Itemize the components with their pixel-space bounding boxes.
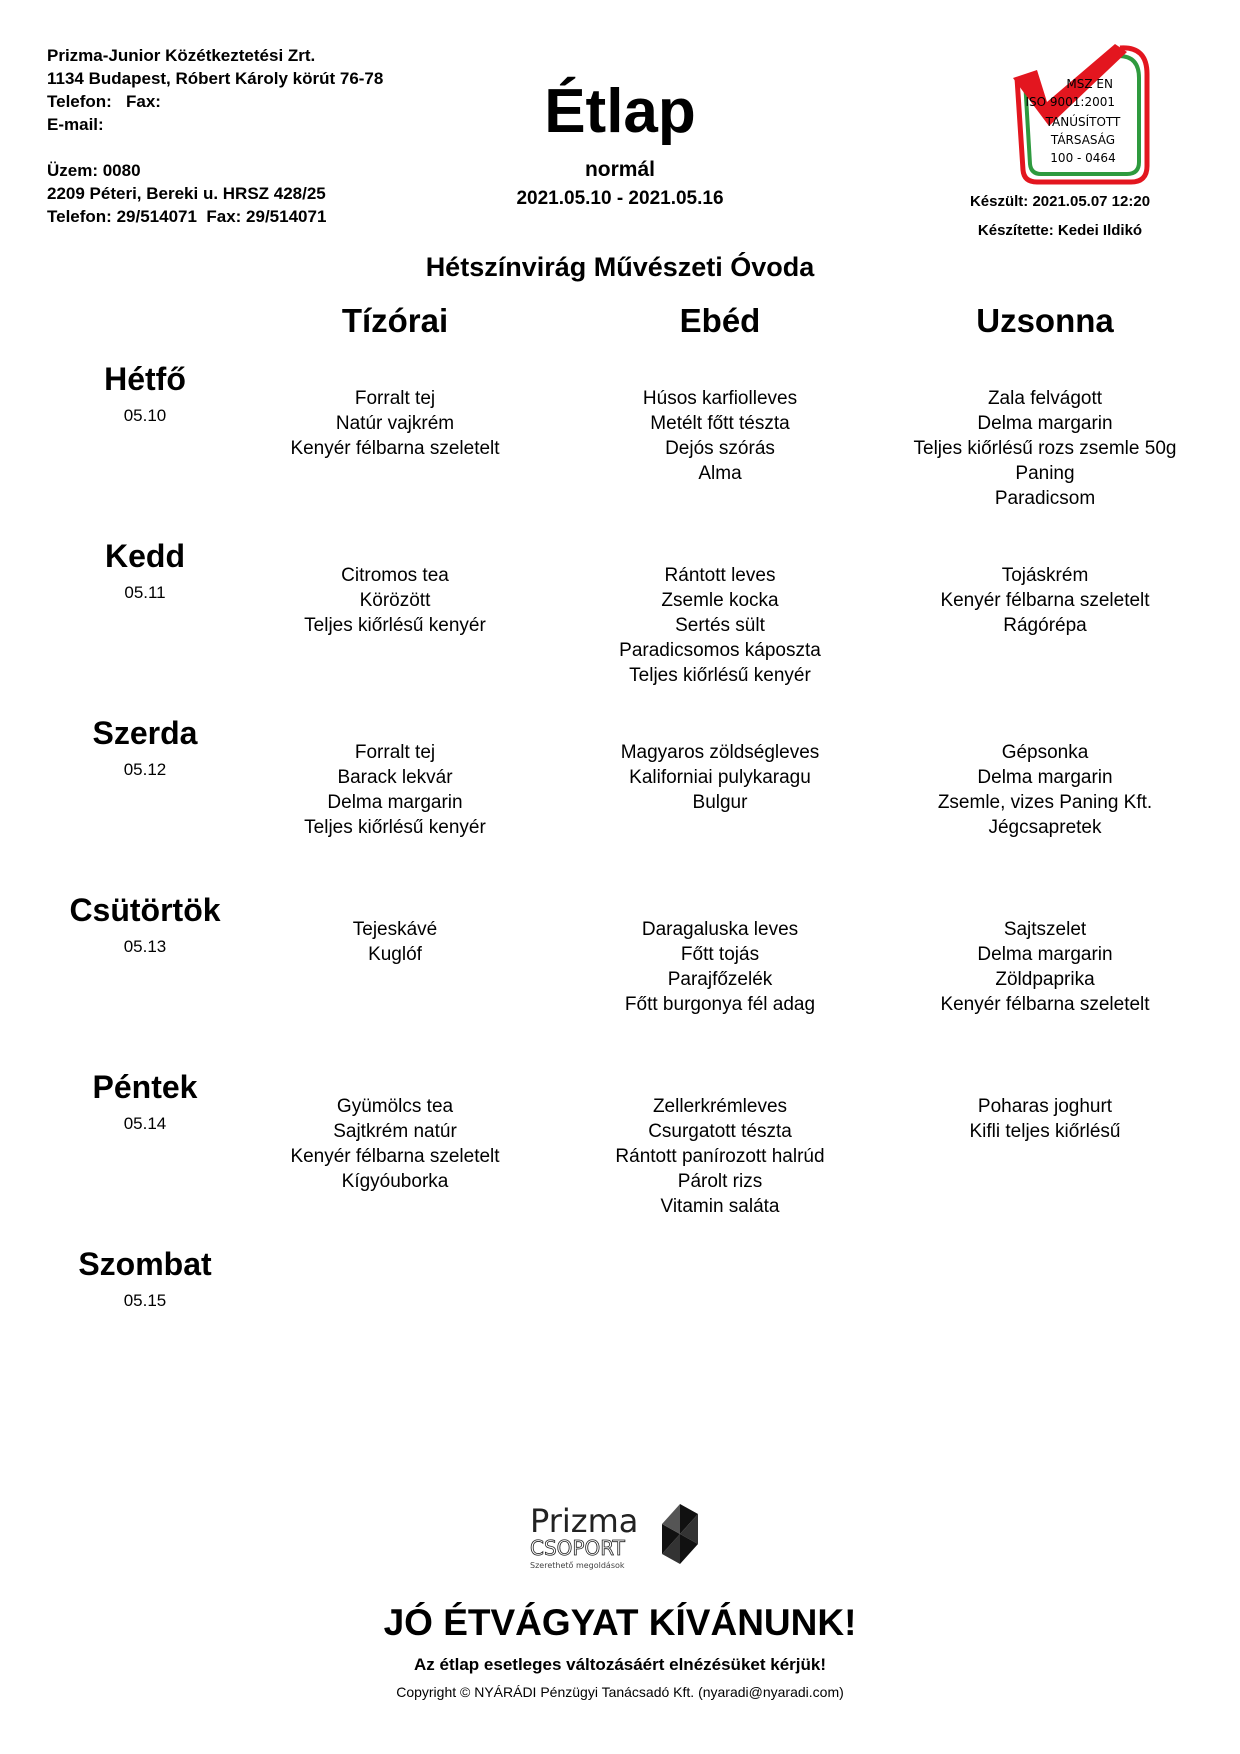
meal-item: Gépsonka — [1001, 742, 1089, 763]
day-date: 05.13 — [123, 937, 167, 956]
meal-cell-ebed — [555, 563, 885, 688]
day-name: Péntek — [92, 1069, 198, 1105]
meal-item: Körözött — [359, 590, 431, 611]
meal-item: Kenyér félbarna szeletelt — [940, 994, 1150, 1015]
meal-item: Zala felvágott — [987, 388, 1103, 409]
iso-line-3: TANÚSÍTOTT — [1045, 115, 1121, 129]
column-header-tizorai: Tízórai — [341, 302, 449, 339]
meal-item: Kaliforniai pulykaragu — [629, 767, 811, 788]
menu-type: normál — [584, 158, 655, 181]
meal-item: Párolt rizs — [677, 1171, 763, 1192]
meal-item: Sajtszelet — [1003, 919, 1087, 940]
meal-cell-uzsonna — [880, 917, 1210, 1017]
meal-item: Zöldpaprika — [995, 969, 1095, 990]
meal-item: Zsemle, vizes Paning Kft. — [937, 792, 1153, 813]
meal-item: Paradicsom — [994, 488, 1096, 509]
iso-line-5: 100 - 0464 — [1050, 151, 1116, 165]
meal-item: Sertés sült — [675, 615, 765, 636]
meal-item: Teljes kiőrlésű kenyér — [304, 615, 486, 636]
company-info — [47, 44, 383, 136]
column-header-ebed: Ebéd — [679, 302, 761, 339]
created-by: Készítette: Kedei Ildikó — [977, 222, 1143, 239]
meal-item: Paradicsomos káposzta — [619, 640, 821, 661]
meal-item: Sajtkrém natúr — [333, 1121, 457, 1142]
prizma-logo-sub: CSOPORT — [530, 1536, 625, 1560]
company-address: 1134 Budapest, Róbert Károly körút 76-78 — [47, 69, 384, 88]
meal-item: Kenyér félbarna szeletelt — [940, 590, 1150, 611]
meal-item: Delma margarin — [327, 792, 463, 813]
meal-cell-uzsonna — [880, 563, 1210, 638]
meal-item: Csurgatott tészta — [648, 1121, 792, 1142]
meal-item: Natúr vajkrém — [335, 413, 455, 434]
created-at: Készült: 2021.05.07 12:20 — [969, 193, 1151, 210]
meal-cell-uzsonna — [880, 386, 1210, 511]
prizma-logo-name: Prizma — [530, 1502, 639, 1540]
meal-item: Bulgur — [692, 792, 748, 813]
meal-item: Jégcsapretek — [988, 817, 1102, 838]
day-name: Szombat — [78, 1246, 212, 1282]
meal-cell-tizorai — [230, 740, 560, 840]
meal-item: Delma margarin — [977, 413, 1113, 434]
meal-item: Rágórépa — [1003, 615, 1087, 636]
meal-item: Teljes kiőrlésű kenyér — [629, 665, 811, 686]
prizma-logo — [530, 1500, 710, 1572]
meal-item: Delma margarin — [977, 944, 1113, 965]
meal-item: Kígyóuborka — [341, 1171, 449, 1192]
meal-cell-tizorai — [230, 1094, 560, 1194]
meal-cell-ebed — [555, 917, 885, 1017]
prizma-hexagon-icon — [662, 1504, 698, 1564]
iso-certification-logo — [1005, 40, 1155, 190]
meal-cell-ebed — [555, 1094, 885, 1219]
meal-cell-tizorai — [230, 917, 560, 967]
meal-item: Delma margarin — [977, 767, 1113, 788]
day-date: 05.12 — [123, 760, 167, 779]
date-range: 2021.05.10 - 2021.05.16 — [516, 188, 724, 209]
company-phone-fax: Telefon: Fax: — [47, 92, 161, 111]
meal-item: Főtt tojás — [680, 944, 760, 965]
meal-item: Paning — [1015, 463, 1075, 484]
meal-item: Teljes kiőrlésű kenyér — [304, 817, 486, 838]
meal-item: Barack lekvár — [337, 767, 453, 788]
day-name: Szerda — [92, 715, 198, 751]
plant-address: 2209 Péteri, Bereki u. HRSZ 428/25 — [47, 184, 326, 203]
day-date: 05.15 — [123, 1291, 167, 1310]
meal-item: Magyaros zöldségleves — [620, 742, 820, 763]
meal-item: Rántott leves — [664, 565, 776, 586]
institution-name: Hétszínvirág Művészeti Óvoda — [425, 252, 815, 282]
footer-copyright: Copyright © NYÁRÁDI Pénzügyi Tanácsadó Kft. (nyaradi@nyaradi.com) — [396, 1684, 844, 1700]
meal-item: Tojáskrém — [1001, 565, 1089, 586]
meal-item: Tejeskávé — [352, 919, 438, 940]
day-date: 05.10 — [123, 406, 167, 425]
meal-item: Főtt burgonya fél adag — [624, 994, 816, 1015]
plant-info — [47, 159, 326, 228]
meal-item: Rántott panírozott halrúd — [615, 1146, 825, 1167]
meal-item: Dejós szórás — [665, 438, 775, 459]
iso-line-4: TÁRSASÁG — [1050, 133, 1116, 147]
plant-phone-fax: Telefon: 29/514071 Fax: 29/514071 — [47, 207, 327, 226]
meal-item: Kuglóf — [368, 944, 422, 965]
meal-cell-tizorai — [230, 386, 560, 461]
meal-item: Kifli teljes kiőrlésű — [969, 1121, 1121, 1142]
day-name: Hétfő — [104, 361, 186, 397]
meal-cell-uzsonna — [880, 1094, 1210, 1144]
footer-greeting: JÓ ÉTVÁGYAT KÍVÁNUNK! — [383, 1602, 857, 1643]
meal-item: Kenyér félbarna szeletelt — [290, 1146, 500, 1167]
meal-item: Teljes kiőrlésű rozs zsemle 50g — [913, 438, 1177, 459]
meal-item: Parajfőzelék — [667, 969, 773, 990]
footer-note: Az étlap esetleges változásáért elnézésüket kérjük! — [414, 1655, 826, 1674]
meal-item: Forralt tej — [354, 742, 436, 763]
meal-item: Zsemle kocka — [661, 590, 779, 611]
meal-item: Kenyér félbarna szeletelt — [290, 438, 500, 459]
meal-item: Metélt főtt tészta — [650, 413, 790, 434]
meal-item: Zellerkrémleves — [652, 1096, 788, 1117]
company-email: E-mail: — [47, 115, 104, 134]
meal-cell-ebed — [555, 386, 885, 486]
iso-line-2: ISO 9001:2001 — [1025, 95, 1115, 109]
meal-item: Forralt tej — [354, 388, 436, 409]
meal-item: Gyümölcs tea — [336, 1096, 454, 1117]
day-date: 05.14 — [123, 1114, 167, 1133]
meal-item: Húsos karfiolleves — [642, 388, 798, 409]
meal-cell-tizorai — [230, 563, 560, 638]
iso-line-1: MSZ EN — [1066, 77, 1113, 91]
meal-item: Poharas joghurt — [977, 1096, 1113, 1117]
column-header-uzsonna: Uzsonna — [976, 302, 1114, 339]
meal-cell-ebed — [555, 740, 885, 815]
meal-item: Vitamin saláta — [660, 1196, 780, 1217]
day-date: 05.11 — [124, 583, 166, 602]
meal-cell-uzsonna — [880, 740, 1210, 840]
plant-id: Üzem: 0080 — [47, 161, 141, 180]
company-name: Prizma-Junior Közétkeztetési Zrt. — [47, 46, 316, 65]
meal-item: Daragaluska leves — [641, 919, 799, 940]
prizma-logo-tagline: Szerethető megoldások — [530, 1561, 625, 1570]
meal-item: Alma — [698, 463, 742, 484]
page-title: Étlap — [544, 77, 696, 146]
day-name: Kedd — [105, 538, 185, 574]
day-name: Csütörtök — [69, 892, 221, 928]
meal-item: Citromos tea — [341, 565, 449, 586]
